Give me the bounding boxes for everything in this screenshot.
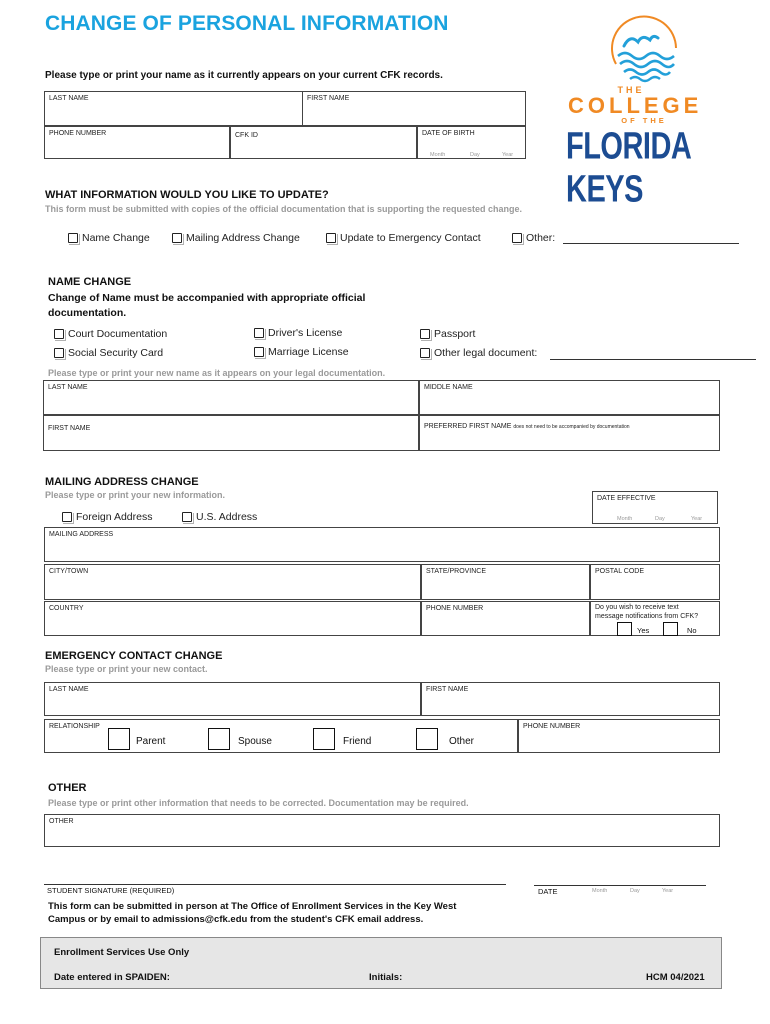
passport-label: Passport	[434, 328, 476, 340]
parent-checkbox[interactable]	[108, 728, 130, 750]
other-legal-doc-label: Other legal document:	[434, 347, 538, 359]
current-last-name-field[interactable]	[44, 91, 303, 126]
first-name-label: FIRST NAME	[307, 95, 350, 102]
date-of-birth-field[interactable]	[417, 126, 526, 159]
logo-college: COLLEGE	[568, 93, 703, 118]
friend-label: Friend	[343, 736, 372, 747]
emergency-contact-checkbox[interactable]	[326, 232, 481, 244]
relationship-label: RELATIONSHIP	[49, 723, 100, 730]
ssn-card-checkbox[interactable]	[54, 347, 163, 359]
new-first-name-field[interactable]	[43, 415, 419, 451]
emergency-first-name-label: FIRST NAME	[426, 686, 469, 693]
dob-year: Year	[502, 152, 514, 158]
update-note: This form must be submitted with copies of the official documentation that is supporting the requested change.	[45, 204, 523, 214]
college-logo	[566, 6, 726, 211]
spouse-label: Spouse	[238, 736, 272, 747]
emergency-phone-field[interactable]	[518, 719, 720, 753]
logo-florida-keys: FLORIDA KEYS	[566, 126, 691, 211]
date-entered-label: Date entered in SPAIDEN:	[54, 972, 170, 983]
other-legal-doc-checkbox[interactable]	[420, 347, 537, 359]
checkbox-icon[interactable]	[420, 329, 430, 339]
mailing-change-checkbox[interactable]	[172, 232, 300, 244]
cfk-id-field[interactable]	[230, 126, 417, 159]
preferred-name-text: PREFERRED FIRST NAME	[424, 423, 512, 430]
city-field[interactable]	[44, 564, 421, 600]
preferred-first-name-field[interactable]	[419, 415, 720, 451]
checkbox-icon[interactable]	[62, 512, 72, 522]
date-effective-year: Year	[691, 516, 703, 522]
current-first-name-field[interactable]	[302, 91, 526, 126]
dob-label: DATE OF BIRTH	[422, 130, 475, 137]
mailing-change-label: Mailing Address Change	[186, 232, 300, 244]
us-address-label: U.S. Address	[196, 511, 258, 523]
new-last-name-label: LAST NAME	[48, 384, 88, 391]
signature-year: Year	[662, 888, 674, 894]
postal-code-field[interactable]	[590, 564, 720, 600]
office-use-title: Enrollment Services Use Only	[54, 947, 190, 958]
country-field[interactable]	[44, 601, 421, 636]
emergency-first-name-field[interactable]	[421, 682, 720, 716]
name-change-heading: NAME CHANGE	[48, 276, 132, 288]
emergency-contact-label: Update to Emergency Contact	[340, 232, 481, 244]
middle-name-label: MIDDLE NAME	[424, 384, 473, 391]
text-notification-box	[590, 601, 720, 636]
name-change-checkbox[interactable]	[68, 232, 150, 244]
other-heading: OTHER	[48, 782, 87, 794]
emergency-phone-label: PHONE NUMBER	[523, 723, 581, 730]
text-no-label: No	[687, 626, 697, 635]
city-label: CITY/TOWN	[49, 568, 89, 575]
text-notification-question: Do you wish to receive text message notifications from CFK?	[595, 604, 699, 620]
checkbox-icon[interactable]	[326, 233, 336, 243]
initials-label: Initials:	[369, 972, 403, 983]
submit-note-line-2: Campus or by email to admissions@cfk.edu from the student's CFK email address.	[48, 914, 424, 925]
court-doc-checkbox[interactable]	[54, 328, 167, 340]
other-legal-doc-line[interactable]	[550, 359, 756, 360]
drivers-license-label: Driver's License	[268, 327, 343, 339]
last-name-label: LAST NAME	[49, 95, 89, 102]
marriage-license-checkbox[interactable]	[254, 346, 349, 358]
emergency-last-name-label: LAST NAME	[49, 686, 89, 693]
ssn-card-label: Social Security Card	[68, 347, 164, 359]
other-relationship-label: Other	[449, 736, 475, 747]
update-heading: WHAT INFORMATION WOULD YOU LIKE TO UPDATE?	[45, 189, 329, 201]
new-middle-name-field[interactable]	[419, 380, 720, 415]
date-effective-label: DATE EFFECTIVE	[597, 495, 656, 502]
signature-day: Day	[630, 888, 640, 894]
page-title: CHANGE OF PERSONAL INFORMATION	[45, 12, 449, 35]
drivers-license-checkbox[interactable]	[254, 327, 342, 339]
spouse-checkbox[interactable]	[208, 728, 230, 750]
logo-wave-emblem-icon	[566, 6, 726, 86]
name-change-desc-2: documentation.	[48, 307, 127, 319]
checkbox-icon[interactable]	[420, 348, 430, 358]
emergency-instructions: Please type or print your new contact.	[45, 664, 208, 674]
new-first-name-label: FIRST NAME	[48, 425, 91, 432]
signature-date-line[interactable]	[534, 885, 706, 886]
parent-label: Parent	[136, 736, 166, 747]
signature-date-label: DATE	[538, 887, 558, 896]
mailing-phone-field[interactable]	[421, 601, 590, 636]
current-phone-field[interactable]	[44, 126, 230, 159]
other-update-label: Other:	[526, 232, 556, 244]
new-name-instructions: Please type or print your new name as it appears on your legal documentation.	[48, 368, 386, 378]
date-effective-month: Month	[617, 516, 633, 522]
checkbox-icon[interactable]	[254, 347, 264, 357]
name-change-label: Name Change	[82, 232, 150, 244]
intro-text: Please type or print your name as it currently appears on your current CFK records.	[45, 70, 443, 81]
other-field[interactable]	[44, 814, 720, 847]
postal-label: POSTAL CODE	[595, 568, 645, 575]
emergency-last-name-field[interactable]	[44, 682, 421, 716]
name-change-desc-1: Change of Name must be accompanied with appropriate official	[48, 292, 366, 304]
preferred-name-note: does not need to be accompanied by documentation	[513, 424, 630, 430]
date-effective-field[interactable]	[592, 491, 718, 524]
office-use-box	[40, 937, 722, 989]
form-code: HCM 04/2021	[646, 972, 705, 983]
court-doc-label: Court Documentation	[68, 328, 168, 340]
mailing-instructions: Please type or print your new information.	[45, 490, 226, 500]
passport-checkbox[interactable]	[420, 328, 475, 340]
text-yes-label: Yes	[637, 626, 650, 635]
checkbox-icon[interactable]	[68, 233, 78, 243]
dob-day: Day	[470, 152, 480, 158]
mailing-address-field[interactable]	[44, 527, 720, 562]
other-instructions: Please type or print other information that needs to be corrected. Documentation may be required.	[48, 798, 469, 808]
phone-label: PHONE NUMBER	[49, 130, 107, 137]
date-effective-day: Day	[655, 516, 665, 522]
text-yes-checkbox[interactable]	[617, 622, 632, 636]
state-field[interactable]	[421, 564, 590, 600]
checkbox-icon[interactable]	[254, 328, 264, 338]
marriage-license-label: Marriage License	[268, 346, 349, 358]
text-no-checkbox[interactable]	[663, 622, 678, 636]
cfk-id-label: CFK ID	[235, 132, 258, 139]
other-relationship-checkbox[interactable]	[416, 728, 438, 750]
checkbox-icon[interactable]	[172, 233, 182, 243]
checkbox-icon[interactable]	[54, 348, 64, 358]
state-label: STATE/PROVINCE	[426, 568, 487, 575]
signature-month: Month	[592, 888, 608, 894]
mailing-heading: MAILING ADDRESS CHANGE	[45, 476, 199, 488]
logo-the: THE	[617, 85, 645, 95]
foreign-address-label: Foreign Address	[76, 511, 153, 523]
checkbox-icon[interactable]	[512, 233, 522, 243]
preferred-name-label	[424, 423, 630, 430]
other-update-checkbox[interactable]	[512, 232, 555, 244]
checkbox-icon[interactable]	[54, 329, 64, 339]
mailing-address-label: MAILING ADDRESS	[49, 531, 114, 538]
other-label: OTHER	[49, 818, 74, 825]
emergency-heading: EMERGENCY CONTACT CHANGE	[45, 650, 223, 662]
other-update-line[interactable]	[563, 243, 739, 244]
logo-of-the: OF THE	[621, 116, 667, 125]
submit-note-line-1: This form can be submitted in person at The Office of Enrollment Services in the Key West	[48, 901, 457, 912]
signature-label: STUDENT SIGNATURE (REQUIRED)	[47, 886, 175, 895]
mailing-phone-label: PHONE NUMBER	[426, 605, 484, 612]
new-last-name-field[interactable]	[43, 380, 419, 415]
checkbox-icon[interactable]	[182, 512, 192, 522]
signature-line[interactable]	[44, 884, 506, 885]
dob-month: Month	[430, 152, 446, 158]
us-address-checkbox[interactable]	[182, 511, 257, 523]
country-label: COUNTRY	[49, 605, 84, 612]
foreign-address-checkbox[interactable]	[62, 511, 152, 523]
friend-checkbox[interactable]	[313, 728, 335, 750]
